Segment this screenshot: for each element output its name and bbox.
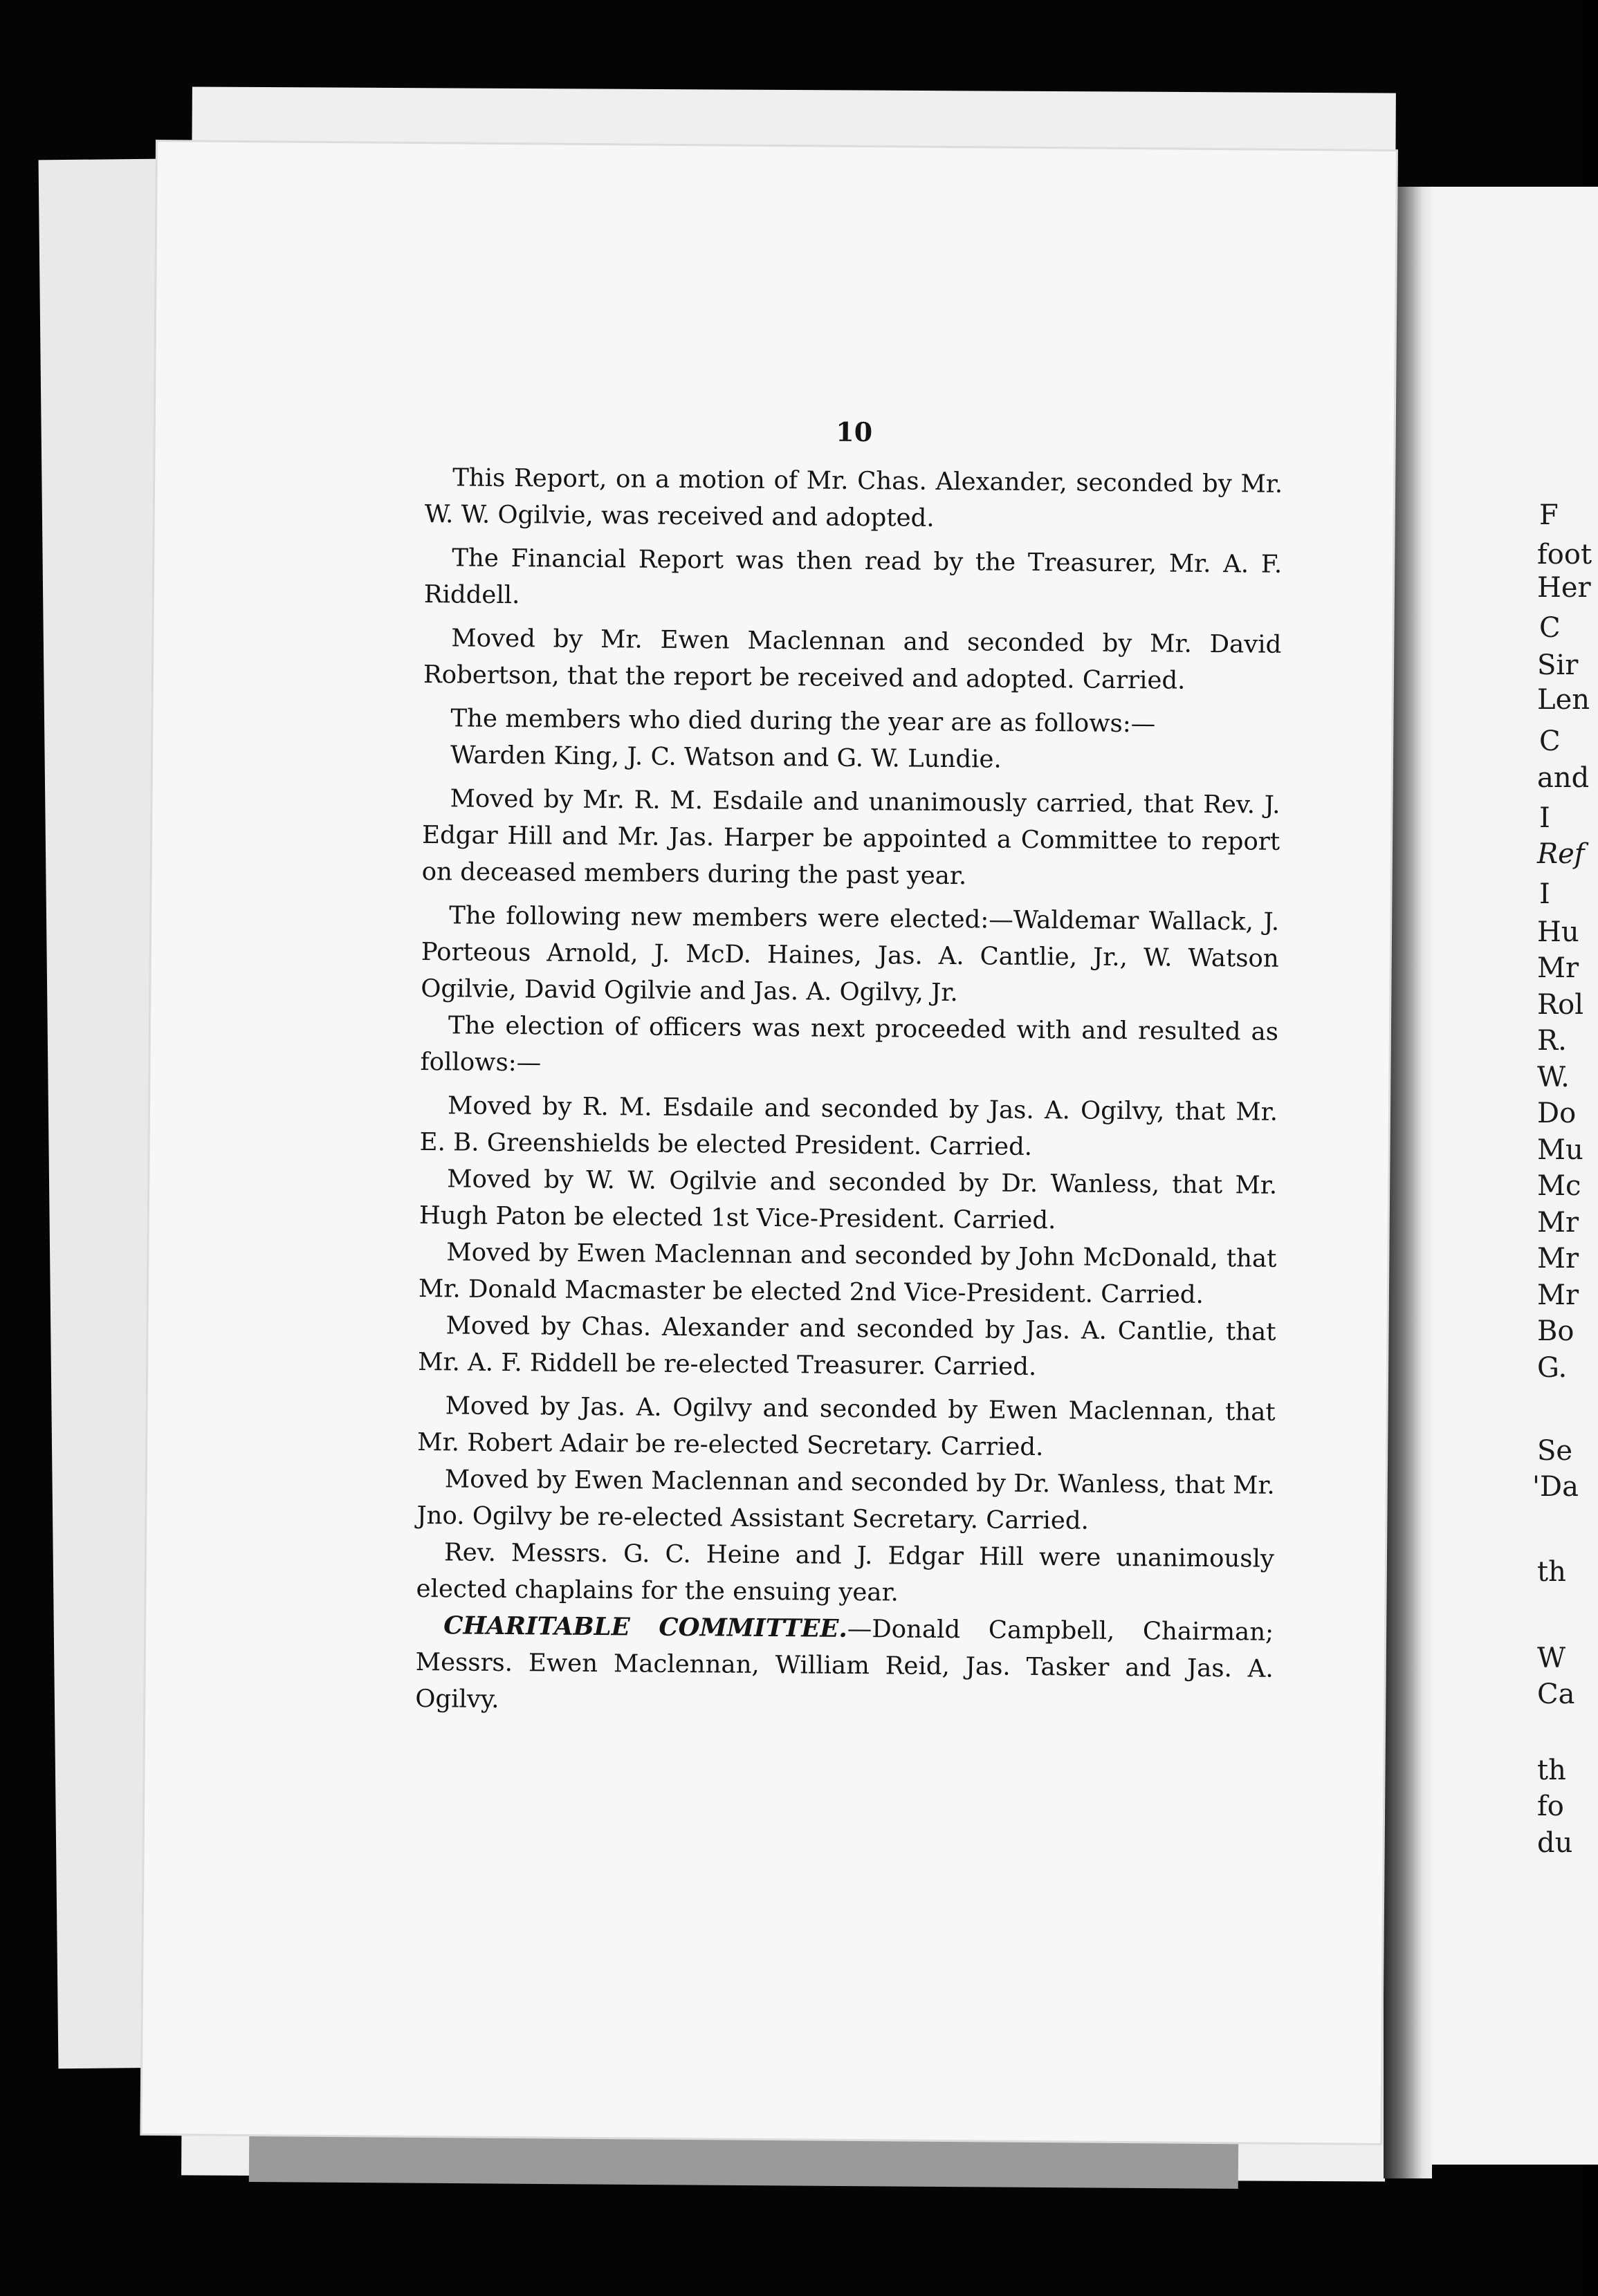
- page-text: [415, 410, 1283, 1731]
- page-number: 10: [836, 416, 873, 448]
- paragraph: Moved by Ewen Maclennan and seconded by John McDonald, that Mr. Donald Macmaster be elected 2nd Vice-President. Carried.: [418, 1238, 1277, 1309]
- fragment: G.: [1537, 1352, 1568, 1384]
- paragraph: Moved by Mr. Ewen Maclennan and seconded by Mr. David Robertson, that the report be received and adopted. Carried.: [423, 624, 1282, 695]
- paragraph: The members who died during the year are as follows:—: [450, 704, 1156, 739]
- fragment: Mr: [1537, 1207, 1579, 1239]
- fragment: Ca: [1537, 1678, 1575, 1710]
- facing-page-fragments: [1418, 187, 1598, 2165]
- fragment: W: [1537, 1642, 1566, 1674]
- charitable-committee-text: —Donald Campbell, Chairman; Messrs. Ewen Maclennan, William Reid, Jas. Tasker and Jas. A. Ogilvy.: [415, 1614, 1274, 1714]
- paragraph: Moved by Ewen Maclennan and seconded by Dr. Wanless, that Mr. Jno. Ogilvy be re-elected Assistant Secretary. Carried.: [416, 1465, 1275, 1535]
- fragment: I: [1539, 802, 1550, 834]
- paragraph: The following new members were elected:—Waldemar Wallack, J. Porteous Arnold, J. McD. Haines, Jas. A. Cantlie, Jr., W. Watson Ogilvie, David Ogilvie and Jas. A. Ogilvy, Jr.: [421, 901, 1280, 1008]
- document-page: [142, 142, 1396, 2143]
- paragraph: This Report, on a motion of Mr. Chas. Alexander, seconded by Mr. W. W. Ogilvie, was received and adopted.: [424, 463, 1283, 533]
- fragment: Hu: [1537, 916, 1579, 948]
- paragraph: Warden King, J. C. Watson and G. W. Lundie.: [450, 741, 1002, 774]
- fragment: Len: [1537, 684, 1590, 716]
- fragment: F: [1539, 499, 1559, 531]
- fragment: Bo: [1537, 1315, 1574, 1347]
- fragment: Do: [1537, 1098, 1577, 1129]
- fragment: W.: [1537, 1062, 1570, 1093]
- fragment: Her: [1537, 572, 1591, 604]
- fragment: foot: [1537, 539, 1592, 571]
- fragment: Mc: [1537, 1170, 1581, 1202]
- fragment: R.: [1537, 1025, 1567, 1057]
- fragment: I: [1539, 878, 1550, 910]
- paragraph: Moved by W. W. Ogilvie and seconded by Dr. Wanless, that Mr. Hugh Paton be elected 1st Vice-President. Carried.: [419, 1165, 1278, 1235]
- fragment: 'Da: [1532, 1471, 1579, 1503]
- fragment: Mr: [1537, 1279, 1579, 1311]
- fragment: th: [1537, 1755, 1566, 1786]
- fragment: Rol: [1537, 989, 1583, 1021]
- charitable-committee-heading: CHARITABLE COMMITTEE.: [443, 1611, 847, 1643]
- fragment: C: [1539, 725, 1561, 757]
- paragraph: The Financial Report was then read by the Treasurer, Mr. A. F. Riddell.: [423, 544, 1283, 610]
- fragment: and: [1537, 762, 1590, 794]
- paragraph: Rev. Messrs. G. C. Heine and J. Edgar Hill were unanimously elected chaplains for the ensuing year.: [416, 1538, 1275, 1607]
- paragraph: Moved by Chas. Alexander and seconded by Jas. A. Cantlie, that Mr. A. F. Riddell be re-elected Treasurer. Carried.: [417, 1311, 1276, 1382]
- fragment: Se: [1537, 1435, 1573, 1467]
- fragment: C: [1539, 612, 1561, 644]
- fragment: th: [1537, 1556, 1566, 1588]
- paragraph: Moved by R. M. Esdaile and seconded by Jas. A. Ogilvy, that Mr. E. B. Greenshields be elected President. Carried.: [419, 1091, 1278, 1161]
- fragment: Mr: [1537, 1243, 1579, 1275]
- fragment: fo: [1537, 1790, 1564, 1822]
- paragraph: Moved by Jas. A. Ogilvy and seconded by Ewen Maclennan, that Mr. Robert Adair be re-elected Secretary. Carried.: [417, 1391, 1276, 1462]
- bottom-sheet-edge: [249, 2133, 1238, 2189]
- fragment: Sir: [1537, 649, 1579, 681]
- facing-page: [1418, 187, 1598, 2165]
- fragment: Mu: [1537, 1134, 1583, 1166]
- paragraph: Moved by Mr. R. M. Esdaile and unanimously carried, that Rev. J. Edgar Hill and Mr. Jas. Harper be appointed a Committee to report on deceased members during the past year.: [421, 784, 1280, 891]
- charitable-committee-paragraph: [415, 1607, 1274, 1724]
- fragment: Ref: [1537, 838, 1585, 870]
- paragraph: The election of officers was next proceeded with and resulted as follows:—: [420, 1011, 1279, 1077]
- fragment: du: [1537, 1827, 1573, 1859]
- fragment: Mr: [1537, 952, 1579, 984]
